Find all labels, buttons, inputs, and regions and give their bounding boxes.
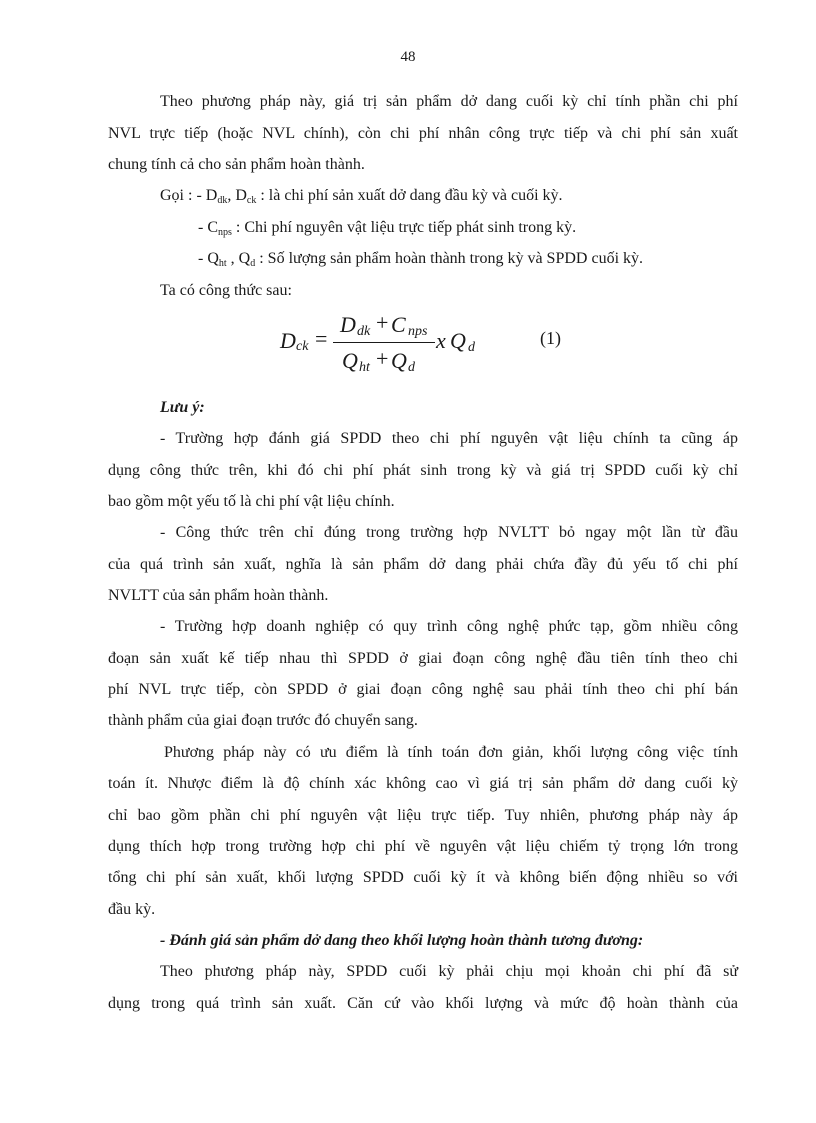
note3-line3: phí NVL trực tiếp, còn SPDD ở giai đoạn công nghệ sau phải tính theo chi phí bán bbox=[108, 681, 738, 698]
para2-line4: dụng thích hợp trong trường hợp chi phí về nguyên vật liệu chiếm tỷ trọng lớn trong bbox=[108, 838, 738, 855]
definition-line-3: - $Q_{ht}$ , $Q_d$ : Số lượng sản phẩm hoàn thành trong kỳ và SPDD cuối kỳ. bbox=[198, 250, 644, 269]
note1-line1: - Trường hợp đánh giá SPDD theo chi phí nguyên vật liệu chính ta cũng áp bbox=[160, 430, 738, 447]
para1-line3: chung tính cả cho sản phẩm hoàn thành. bbox=[108, 156, 365, 173]
para3-line1: Theo phương pháp này, SPDD cuối kỳ phải chịu mọi khoản chi phí đã sử bbox=[160, 963, 738, 980]
definition-line-2: - $C_{nps}$ : Chi phí nguyên vật liệu trực tiếp phát sinh trong kỳ. bbox=[198, 219, 577, 238]
note3-line1: - Trường hợp doanh nghiệp có quy trình công nghệ phức tạp, gồm nhiều công bbox=[160, 618, 738, 635]
para2-line6: đầu kỳ. bbox=[108, 901, 156, 918]
note1-line3: bao gồm một yếu tố là chi phí vật liệu chính. bbox=[108, 493, 395, 510]
formula-number: (1) bbox=[540, 328, 561, 348]
note3-line4: thành phẩm của giai đoạn trước đó chuyển sang. bbox=[108, 712, 418, 729]
note2-line3: NVLTT của sản phẩm hoàn thành. bbox=[108, 587, 329, 604]
page-number: 48 bbox=[400, 49, 416, 65]
note1-line2: dụng công thức trên, khi đó chi phí phát sinh trong kỳ và giá trị SPDD cuối kỳ chỉ bbox=[108, 462, 738, 479]
note3-line2: đoạn sản xuất kế tiếp nhau thì SPDD ở giai đoạn công nghệ đầu tiên tính theo chi bbox=[108, 650, 738, 667]
para1-line2: NVL trực tiếp (hoặc NVL chính), còn chi phí nhân công trực tiếp và chi phí sản xuất bbox=[108, 125, 738, 142]
para1-line1: Theo phương pháp này, giá trị sản phẩm dở dang cuối kỳ chỉ tính phần chi phí bbox=[160, 93, 738, 110]
section-heading: - Đánh giá sản phẩm dở dang theo khối lượng hoàn thành tương đương: bbox=[160, 932, 644, 949]
fraction-bar bbox=[333, 342, 435, 343]
definition-line-1: Gọi : - $D_{dk}$, $D_{ck}$ : là chi phí sản xuất dở dang đầu kỳ và cuối kỳ. bbox=[160, 187, 563, 206]
note2-line1: - Công thức trên chỉ đúng trong trường hợp NVLTT bỏ ngay một lần từ đầu bbox=[160, 524, 738, 541]
formula-1: D ck = D dk + C nps Q ht + Q d x Q d bbox=[280, 310, 475, 375]
para2-line2: toán ít. Nhược điểm là độ chính xác không cao vì giá trị sản phẩm dở dang cuối kỳ bbox=[108, 775, 738, 792]
note-title: Lưu ý: bbox=[160, 399, 205, 416]
note2-line2: của quá trình sản xuất, nghĩa là sản phẩm dở dang phải chứa đầy đủ yếu tố chi phí bbox=[108, 556, 738, 573]
para2-line5: tổng chi phí sản xuất, khối lượng SPDD cuối kỳ ít và không biến động nhiều so với bbox=[108, 869, 738, 886]
para2-line3: chỉ bao gồm phần chi phí nguyên vật liệu trực tiếp. Tuy nhiên, phương pháp này áp bbox=[108, 807, 738, 824]
para3-line2: dụng trong quá trình sản xuất. Căn cứ vào khối lượng và mức độ hoàn thành của bbox=[108, 995, 738, 1012]
para2-line1: Phương pháp này có ưu điểm là tính toán đơn giản, khối lượng công việc tính bbox=[164, 744, 738, 761]
formula-intro: Ta có công thức sau: bbox=[160, 282, 292, 299]
